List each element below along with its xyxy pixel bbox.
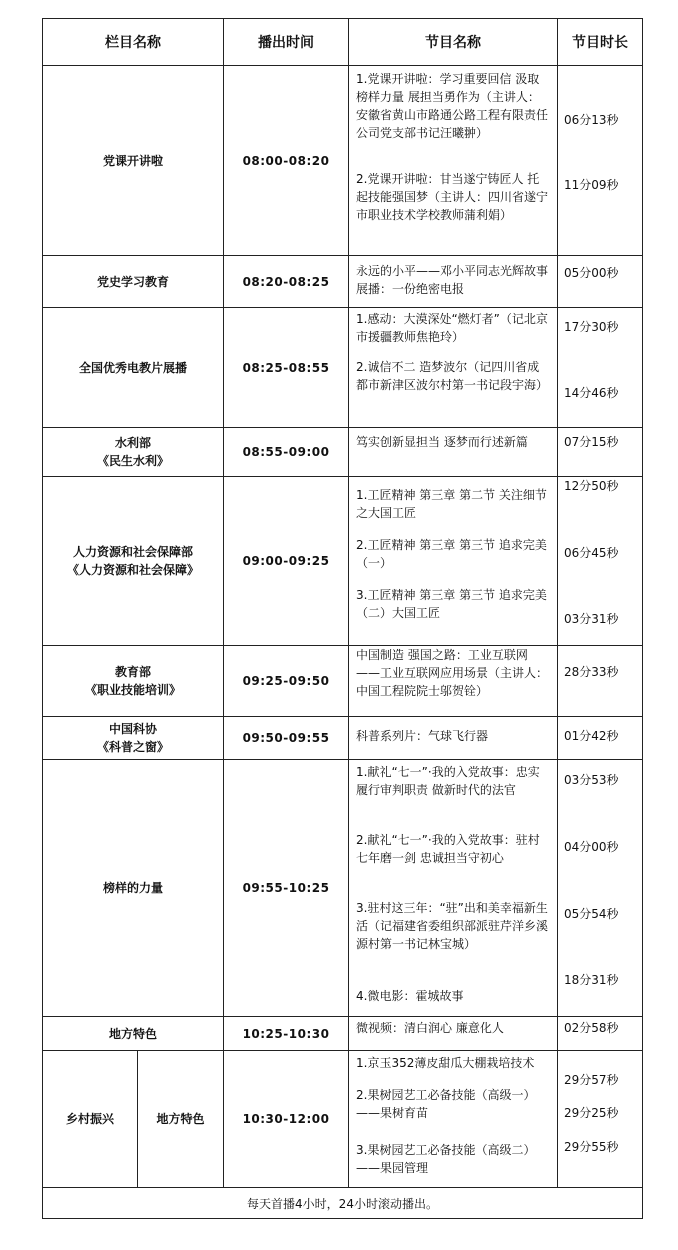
duration-value: 29分25秒 <box>564 1106 619 1120</box>
column-name <box>43 646 224 717</box>
program-item: 1.工匠精神 第三章 第二节 关注细节之大国工匠 <box>356 488 547 520</box>
program-item: 3.果树园艺工必备技能（高级二）——果园管理 <box>356 1143 536 1175</box>
air-time: 09:55-10:25 <box>224 760 349 1017</box>
column-name-subtitle: 《职业技能培训》 <box>84 683 181 697</box>
program-cell <box>349 717 558 760</box>
table-row <box>43 256 643 308</box>
duration-value: 03分53秒 <box>564 773 619 787</box>
column-name-line: 中国科协 <box>108 722 157 736</box>
air-time: 09:50-09:55 <box>224 717 349 760</box>
table-row <box>43 428 643 477</box>
table-row <box>43 308 643 428</box>
column-name <box>43 428 224 477</box>
table-row <box>43 717 643 760</box>
program-cell <box>349 1017 558 1051</box>
duration-value: 29分55秒 <box>564 1140 619 1154</box>
program-cell <box>349 308 558 428</box>
program-cell <box>349 477 558 646</box>
column-name: 乡村振兴 <box>43 1051 138 1188</box>
program-item: 永远的小平——邓小平同志光辉故事展播：一份绝密电报 <box>356 264 549 296</box>
program-cell <box>349 66 558 256</box>
duration-value: 18分31秒 <box>564 973 619 987</box>
duration-cell <box>558 1017 643 1051</box>
program-item: 2.工匠精神 第三章 第三节 追求完美（一） <box>356 538 547 570</box>
program-item: 1.感动：大漠深处“燃灯者”（记北京市援疆教师焦艳玲） <box>356 312 548 344</box>
header-row <box>43 19 643 66</box>
duration-value: 04分00秒 <box>564 840 619 854</box>
table-row <box>43 1017 643 1051</box>
duration-value: 05分00秒 <box>564 266 619 280</box>
column-name <box>43 717 224 760</box>
duration-cell <box>558 646 643 717</box>
duration-cell <box>558 477 643 646</box>
air-time: 08:20-08:25 <box>224 256 349 308</box>
table-row <box>43 66 643 256</box>
duration-value: 12分50秒 <box>564 479 619 493</box>
air-time: 10:30-12:00 <box>224 1051 349 1188</box>
footer-note: 每天首播4小时，24小时滚动播出。 <box>43 1188 643 1219</box>
program-item: 4.微电影：霍城故事 <box>356 989 464 1003</box>
column-name: 党课开讲啦 <box>43 66 224 256</box>
duration-cell <box>558 760 643 1017</box>
program-item: 2.党课开讲啦：甘当遂宁铸匠人 托起技能强国梦（主讲人：四川省遂宁市职业技术学校教师蒲利娟） <box>356 172 549 222</box>
duration-cell <box>558 428 643 477</box>
program-item: 微视频：清白润心 廉意化人 <box>356 1021 504 1035</box>
program-cell <box>349 1051 558 1188</box>
program-item: 3.工匠精神 第三章 第三节 追求完美（二）大国工匠 <box>356 588 547 620</box>
table-row <box>43 760 643 1017</box>
duration-value: 03分31秒 <box>564 612 619 626</box>
program-cell <box>349 760 558 1017</box>
duration-value: 11分09秒 <box>564 178 619 192</box>
air-time: 09:00-09:25 <box>224 477 349 646</box>
program-item: 1.党课开讲啦：学习重要回信 汲取榜样力量 展担当勇作为（主讲人：安徽省黄山市路通公路工程有限责任公司党支部书记汪曦翀） <box>356 72 549 140</box>
air-time: 09:25-09:50 <box>224 646 349 717</box>
schedule-table <box>42 18 643 1219</box>
program-cell <box>349 256 558 308</box>
duration-value: 14分46秒 <box>564 386 619 400</box>
program-item: 1.献礼“七一”·我的入党故事：忠实履行审判职责 做新时代的法官 <box>356 765 540 797</box>
duration-value: 02分58秒 <box>564 1021 619 1035</box>
column-name: 党史学习教育 <box>43 256 224 308</box>
header-program-name: 节目名称 <box>349 19 558 66</box>
air-time: 08:00-08:20 <box>224 66 349 256</box>
header-column-name: 栏目名称 <box>43 19 224 66</box>
table-row <box>43 477 643 646</box>
column-name-line: 人力资源和社会保障部 <box>72 545 193 559</box>
duration-value: 28分33秒 <box>564 665 619 679</box>
column-name-subtitle: 《科普之窗》 <box>96 740 169 754</box>
program-item: 科普系列片：气球飞行器 <box>356 729 489 743</box>
program-item: 中国制造 强国之路：工业互联网——工业互联网应用场景（主讲人：中国工程院院士邬贺铨） <box>356 648 549 698</box>
program-item: 3.驻村这三年：“驻”出和美幸福新生活（记福建省委组织部派驻芹洋乡溪源村第一书记林宝城） <box>356 901 549 951</box>
duration-cell <box>558 1051 643 1188</box>
duration-cell <box>558 66 643 256</box>
column-name: 榜样的力量 <box>43 760 224 1017</box>
column-name-subtitle: 《人力资源和社会保障》 <box>66 563 199 577</box>
header-duration: 节目时长 <box>558 19 643 66</box>
duration-cell <box>558 308 643 428</box>
duration-value: 06分45秒 <box>564 546 619 560</box>
program-cell <box>349 428 558 477</box>
duration-value: 17分30秒 <box>564 320 619 334</box>
air-time: 08:55-09:00 <box>224 428 349 477</box>
program-item: 1.京玉352薄皮甜瓜大棚栽培技术 <box>356 1056 535 1070</box>
duration-cell <box>558 256 643 308</box>
program-item: 2.果树园艺工必备技能（高级一）——果树育苗 <box>356 1088 536 1120</box>
column-name <box>43 477 224 646</box>
program-item: 笃实创新显担当 逐梦而行述新篇 <box>356 435 528 449</box>
program-item: 2.诚信不二 造梦波尔（记四川省成都市新津区波尔村第一书记段宇海） <box>356 360 549 392</box>
duration-value: 05分54秒 <box>564 907 619 921</box>
footer-row <box>43 1188 643 1219</box>
duration-cell <box>558 717 643 760</box>
duration-value: 29分57秒 <box>564 1073 619 1087</box>
column-name-line: 水利部 <box>114 436 151 450</box>
table-row <box>43 1051 643 1188</box>
column-name-line: 教育部 <box>114 665 151 679</box>
air-time: 08:25-08:55 <box>224 308 349 428</box>
header-air-time: 播出时间 <box>224 19 349 66</box>
column-name: 地方特色 <box>43 1017 224 1051</box>
air-time: 10:25-10:30 <box>224 1017 349 1051</box>
duration-value: 07分15秒 <box>564 435 619 449</box>
column-name: 全国优秀电教片展播 <box>43 308 224 428</box>
program-cell <box>349 646 558 717</box>
duration-value: 01分42秒 <box>564 729 619 743</box>
program-item: 2.献礼“七一”·我的入党故事：驻村七年磨一剑 忠诚担当守初心 <box>356 833 540 865</box>
sub-column-name: 地方特色 <box>138 1051 224 1188</box>
column-name-subtitle: 《民生水利》 <box>96 454 169 468</box>
table-row <box>43 646 643 717</box>
duration-value: 06分13秒 <box>564 113 619 127</box>
